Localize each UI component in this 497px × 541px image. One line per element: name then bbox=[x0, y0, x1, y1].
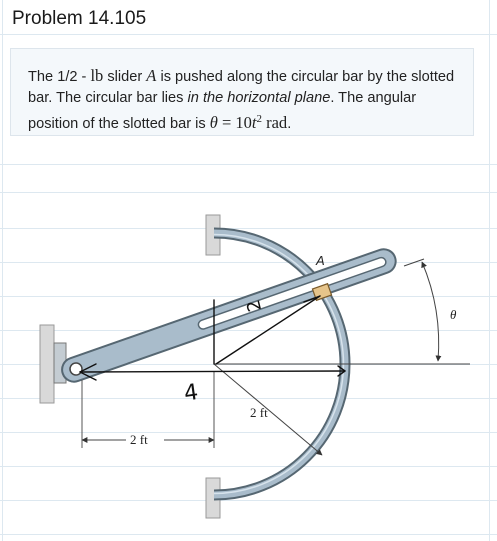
unit-rad: rad bbox=[261, 112, 288, 132]
slider-label: A bbox=[316, 253, 325, 268]
statement-text: . bbox=[287, 115, 292, 132]
time-symbol: t bbox=[251, 112, 257, 132]
theta-symbol: θ bbox=[209, 112, 218, 132]
offset-label: 2 ft bbox=[130, 432, 148, 447]
equation-equals: = 10 bbox=[217, 112, 252, 132]
exponent: 2 bbox=[256, 113, 262, 125]
slider-symbol: A bbox=[146, 66, 157, 85]
angle-extension-line bbox=[404, 259, 424, 266]
left-wall-support bbox=[40, 325, 54, 403]
statement-text: The 1/2 - bbox=[28, 69, 91, 85]
angle-label: θ bbox=[450, 307, 457, 322]
unit-lb: lb bbox=[90, 66, 104, 85]
angle-arc bbox=[422, 262, 439, 361]
problem-title: Problem 14.105 bbox=[12, 8, 147, 29]
handwritten-baseline bbox=[80, 371, 345, 372]
statement-text: is pushed along the circular bar by the slotted bar. The circular bar lies bbox=[28, 69, 455, 106]
handwritten-2: 2 bbox=[242, 297, 267, 314]
statement-emphasis: in the horizontal plane bbox=[187, 90, 331, 106]
statement-text: . The angular position of the slotted bar is bbox=[28, 90, 417, 132]
statement-text: slider bbox=[103, 69, 147, 85]
radius-dimension-line bbox=[214, 364, 322, 455]
handwritten-4: 4 bbox=[182, 379, 200, 407]
slot bbox=[197, 256, 387, 330]
radius-label: 2 ft bbox=[250, 405, 268, 420]
